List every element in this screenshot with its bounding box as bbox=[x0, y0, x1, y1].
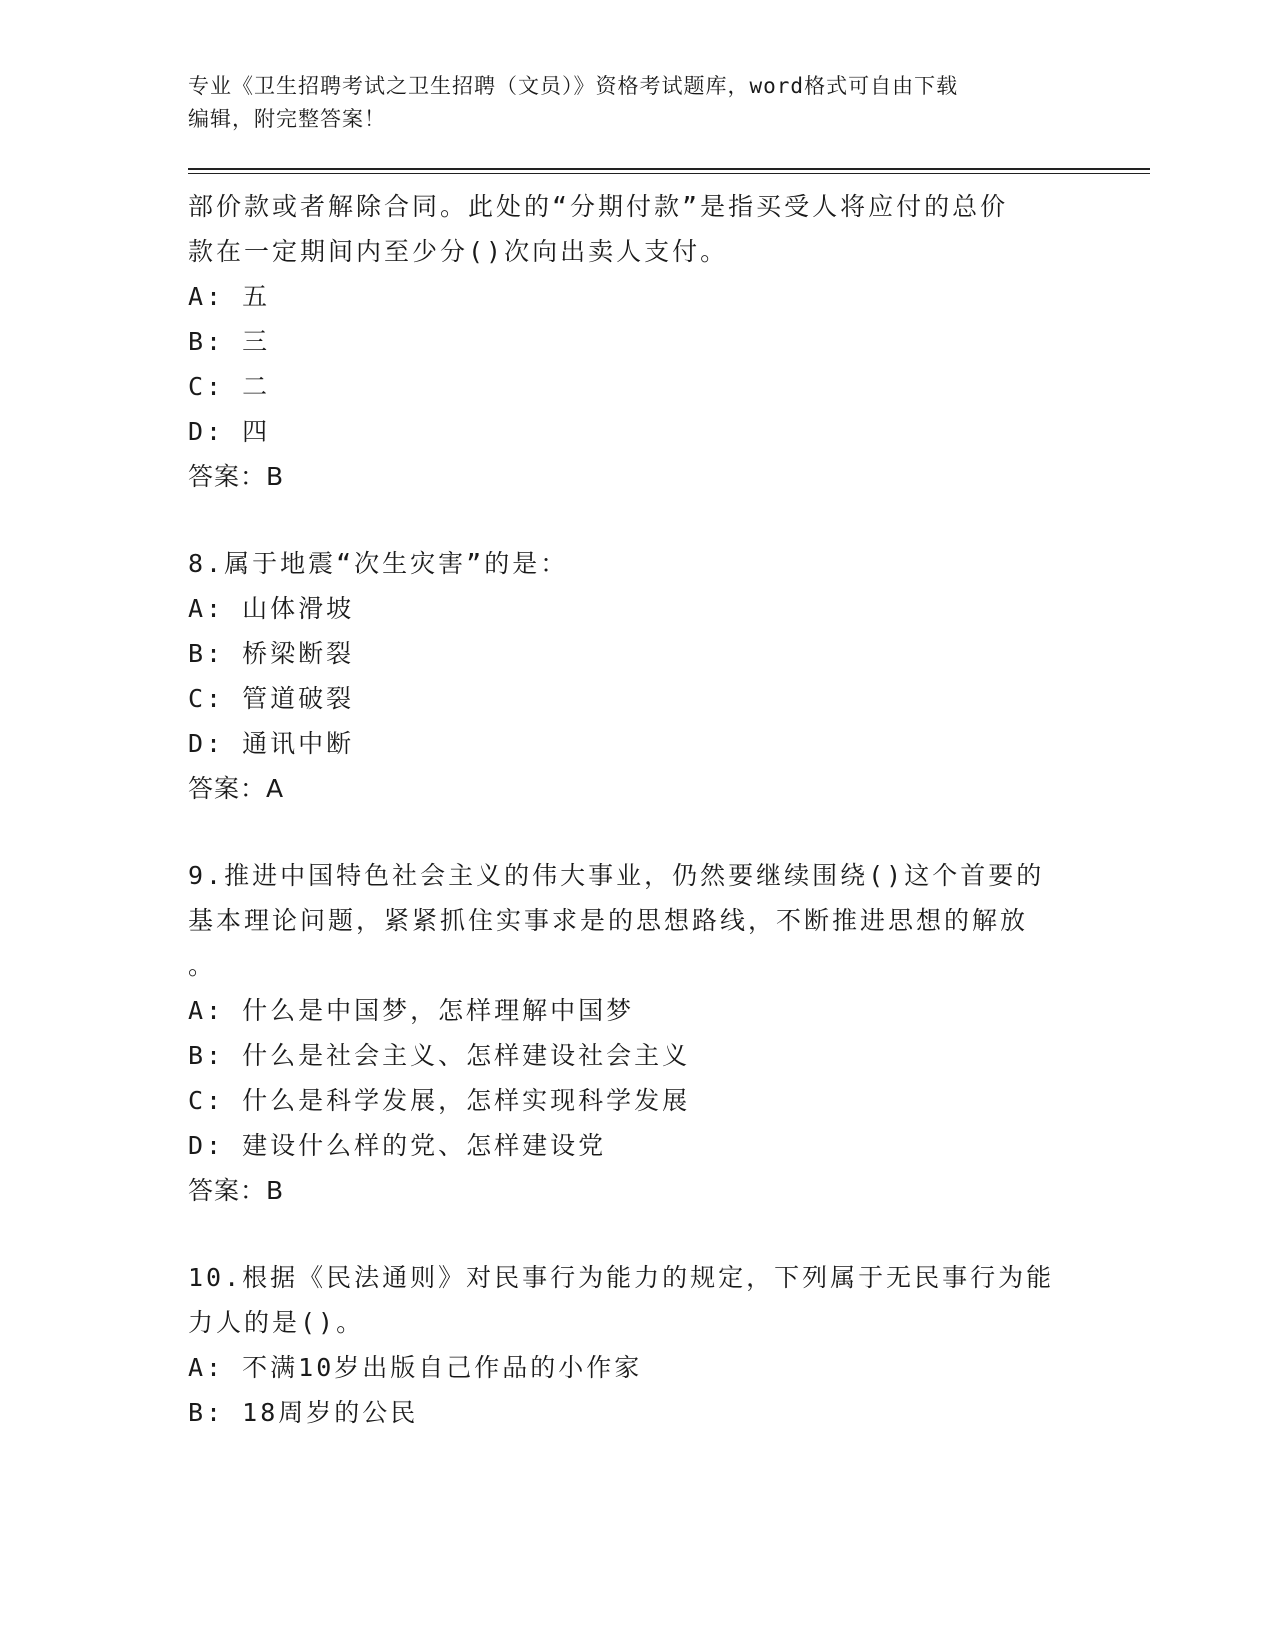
header-line-1: 专业《卫生招聘考试之卫生招聘（文员）》资格考试题库，word格式可自由下载 bbox=[188, 74, 959, 98]
answer-label: 答案：B bbox=[188, 1176, 285, 1205]
option-d: D: 建设什么样的党、怎样建设党 bbox=[188, 1131, 607, 1160]
answer-label: 答案：A bbox=[188, 774, 285, 803]
question-list bbox=[188, 184, 1068, 1435]
document-header bbox=[188, 70, 1068, 136]
option-a: A: 不满10岁出版自己作品的小作家 bbox=[188, 1353, 643, 1382]
header-divider bbox=[188, 168, 1150, 174]
header-line-2: 编辑，附完整答案！ bbox=[188, 107, 386, 131]
option-c: C: 什么是科学发展，怎样实现科学发展 bbox=[188, 1086, 691, 1115]
option-b: B: 18周岁的公民 bbox=[188, 1398, 419, 1427]
option-c: C: 管道破裂 bbox=[188, 684, 355, 713]
question-7-continuation bbox=[188, 184, 1068, 499]
question-9 bbox=[188, 853, 1068, 1213]
option-a: A: 什么是中国梦，怎样理解中国梦 bbox=[188, 996, 635, 1025]
question-text-line: 8.属于地震“次生灾害”的是： bbox=[188, 549, 569, 578]
option-a: A: 山体滑坡 bbox=[188, 594, 355, 623]
option-a: A: 五 bbox=[188, 282, 271, 311]
question-text-line: 9.推进中国特色社会主义的伟大事业，仍然要继续围绕()这个首要的 bbox=[188, 861, 1045, 890]
question-8 bbox=[188, 541, 1068, 811]
question-text-line: 基本理论问题，紧紧抓住实事求是的思想路线，不断推进思想的解放 bbox=[188, 906, 1029, 935]
option-b: B: 桥梁断裂 bbox=[188, 639, 355, 668]
option-b: B: 三 bbox=[188, 327, 271, 356]
question-text-line: 部价款或者解除合同。此处的“分期付款”是指买受人将应付的总价 bbox=[188, 192, 1009, 221]
question-text-line: 。 bbox=[188, 951, 217, 980]
option-b: B: 什么是社会主义、怎样建设社会主义 bbox=[188, 1041, 691, 1070]
option-d: D: 四 bbox=[188, 417, 271, 446]
answer-label: 答案：B bbox=[188, 462, 285, 491]
document-page bbox=[188, 70, 1150, 1435]
question-10 bbox=[188, 1255, 1068, 1435]
question-text-line: 力人的是()。 bbox=[188, 1308, 365, 1337]
question-text-line: 款在一定期间内至少分()次向出卖人支付。 bbox=[188, 237, 729, 266]
question-text-line: 10.根据《民法通则》对民事行为能力的规定，下列属于无民事行为能 bbox=[188, 1263, 1055, 1292]
option-c: C: 二 bbox=[188, 372, 271, 401]
option-d: D: 通讯中断 bbox=[188, 729, 355, 758]
